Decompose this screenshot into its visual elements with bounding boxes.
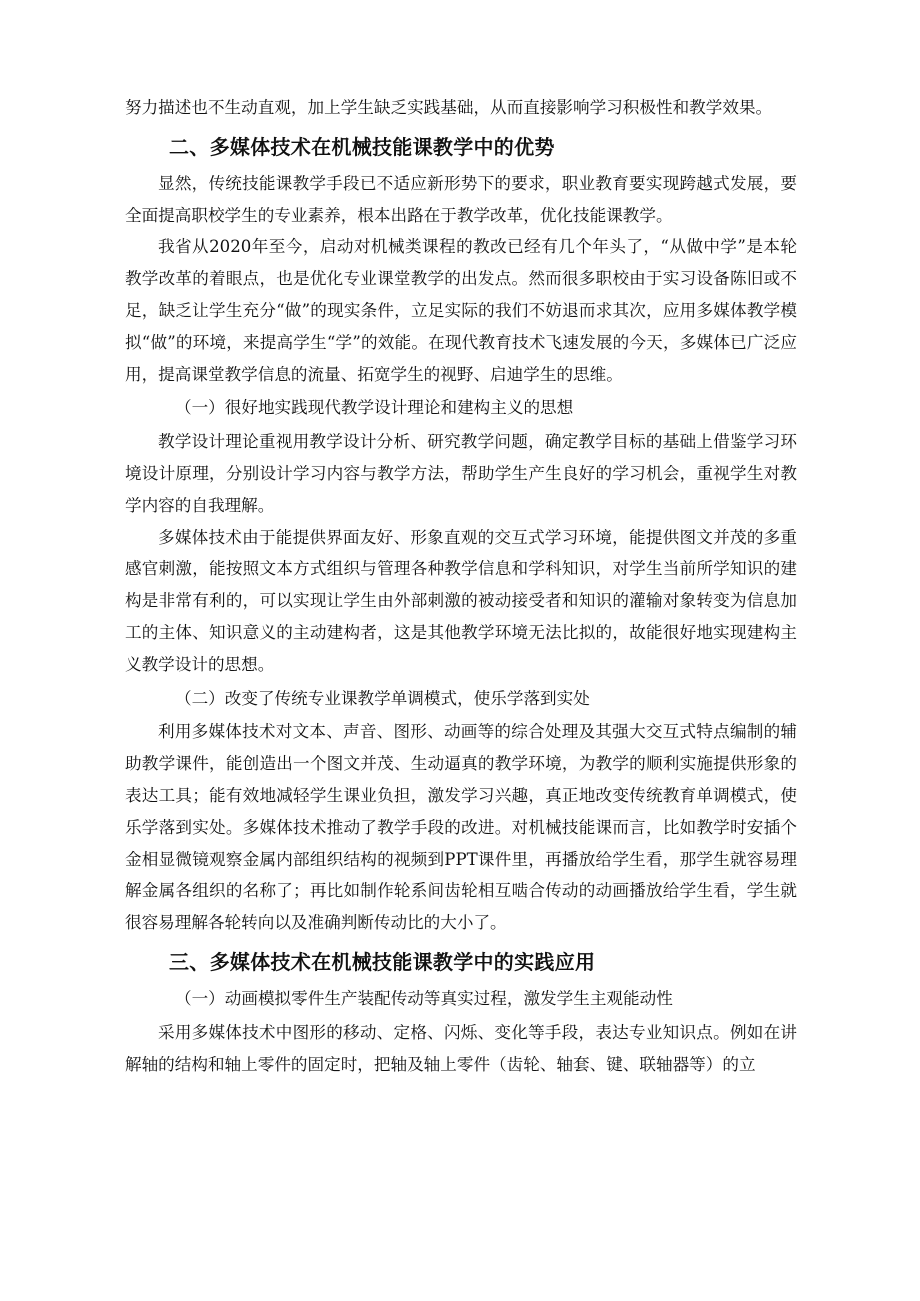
paragraph-continued: 努力描述也不生动直观，加上学生缺乏实践基础，从而直接影响学习积极性和教学效果。 (125, 98, 773, 117)
subsection-heading-2-2: （二）改变了传统专业课教学单调模式，使乐学落到实处 (175, 688, 590, 708)
paragraph: 采用多媒体技术中图形的移动、定格、闪烁、变化等手段，表达专业知识点。例如在讲解轴的结构和轴上零件的固定时，把轴及轴上零件（齿轮、轴套、键、联轴器等）的立 (125, 1022, 797, 1074)
document-body (125, 92, 797, 1080)
section-heading-2: 二、多媒体技术在机械技能课教学中的优势 (169, 134, 555, 159)
paragraph: 教学设计理论重视用教学设计分析、研究教学问题，确定教学目标的基础上借鉴学习环境设计原理，分别设计学习内容与教学方法，帮助学生产生良好的学习机会，重视学生对教学内容的自我理解。 (125, 432, 797, 515)
subsection-heading-2-1: （一）很好地实践现代教学设计理论和建构主义的思想 (175, 398, 574, 418)
paragraph: 利用多媒体技术对文本、声音、图形、动画等的综合处理及其强大交互式特点编制的辅助教学课件，能创造出一个图文并茂、生动逼真的教学环境，为教学的顺利实施提供形象的表达工具；能有效地减轻学生课业负担，激发学习兴趣，真正地改变传统教育单调模式，使乐学落到实处。多媒体技术推动了教学手段的改进。对机械技能课而言，比如教学时安插个金相显微镜观察金属内部组织结构的视频到PPT课件里，再播放给学生看，那学生就容易理解金属各组织的名称了；再比如制作轮系间齿轮相互啮合传动的动画播放给学生看，学生就很容易理解各轮转向以及准确判断传动比的大小了。 (125, 722, 797, 933)
paragraph: 显然，传统技能课教学手段已不适应新形势下的要求，职业教育要实现跨越式发展，要全面提高职校学生的专业素养，根本出路在于教学改革，优化技能课教学。 (125, 173, 797, 225)
section-heading-3: 三、多媒体技术在机械技能课教学中的实践应用 (169, 949, 596, 974)
paragraph: 多媒体技术由于能提供界面友好、形象直观的交互式学习环境，能提供图文并茂的多重感官刺激，能按照文本方式组织与管理各种教学信息和学科知识，对学生当前所学知识的建构是非常有利的，可以实现让学生由外部刺激的被动接受者和知识的灌输对象转变为信息加工的主体、知识意义的主动建构者，这是其他教学环境无法比拟的，故能很好地实现建构主义教学设计的思想。 (125, 527, 797, 674)
subsection-heading-3-1: （一）动画模拟零件生产装配传动等真实过程，激发学生主观能动性 (175, 988, 673, 1008)
paragraph: 我省从2020年至今，启动对机械类课程的教改已经有几个年头了，“从做中学”是本轮教学改革的着眼点，也是优化专业课堂教学的出发点。然而很多职校由于实习设备陈旧或不足，缺乏让学生充分“做”的现实条件，立足实际的我们不妨退而求其次，应用多媒体教学模拟“做”的环境，来提高学生“学”的效能。在现代教育技术飞速发展的今天，多媒体已广泛应用，提高课堂教学信息的流量、拓宽学生的视野、启迪学生的思维。 (125, 237, 797, 384)
